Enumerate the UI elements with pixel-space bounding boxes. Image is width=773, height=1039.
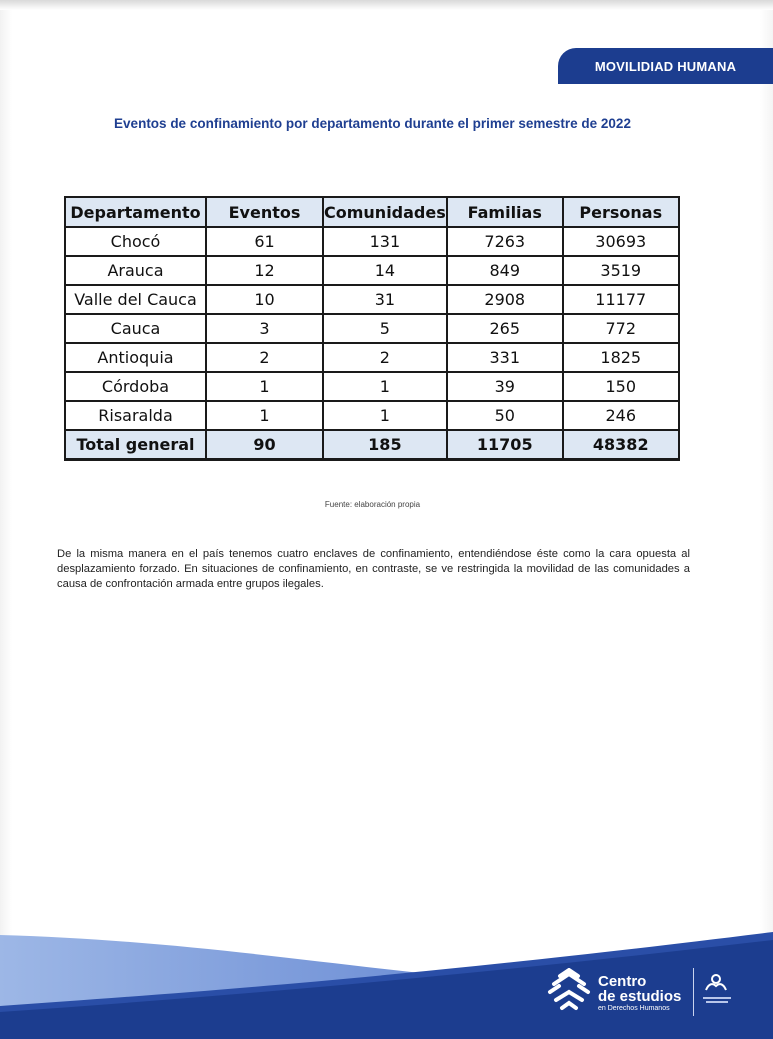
table-cell: 3 (206, 314, 323, 343)
table-cell: 265 (447, 314, 563, 343)
table-row (65, 256, 679, 285)
table-cell: 90 (206, 430, 323, 460)
logo-text-subtitle: en Derechos Humanos (598, 1005, 670, 1012)
table-cell: 2 (323, 343, 447, 372)
table-cell: 2908 (447, 285, 563, 314)
table-cell: 131 (323, 227, 447, 256)
footer-band (0, 920, 773, 1039)
table-cell: 10 (206, 285, 323, 314)
table-cell: 50 (447, 401, 563, 430)
table-cell: 772 (563, 314, 679, 343)
table-cell: Risaralda (65, 401, 206, 430)
partner-logo-icon (703, 972, 729, 994)
body-paragraph: De la misma manera en el país tenemos cuatro enclaves de confinamiento, entendiéndose éste como la cara opuesta al desplazamiento forzado. En situaciones de confinamiento, en contraste, se ve restringida la movilidad de las comunidades a causa de confrontación armada entre grupos ilegales. (57, 548, 690, 590)
table-cell: 2 (206, 343, 323, 372)
cedh-logo-icon (546, 968, 592, 1014)
table-header-row (65, 197, 679, 227)
table-cell: 1825 (563, 343, 679, 372)
partner-logo-wordmark (700, 996, 734, 1006)
table-total-row (65, 430, 679, 460)
table-cell: 48382 (563, 430, 679, 460)
column-header: Comunidades (323, 197, 447, 227)
table-cell: Córdoba (65, 372, 206, 401)
table-row (65, 372, 679, 401)
table-cell: 1 (206, 372, 323, 401)
table-row (65, 314, 679, 343)
table-cell: 1 (323, 401, 447, 430)
table-cell: 30693 (563, 227, 679, 256)
table-cell: Chocó (65, 227, 206, 256)
table-cell: 849 (447, 256, 563, 285)
table-cell: 14 (323, 256, 447, 285)
column-header: Eventos (206, 197, 323, 227)
table-cell: Antioquia (65, 343, 206, 372)
logo-text-de-estudios: de estudios (598, 988, 682, 1005)
table-cell: 39 (447, 372, 563, 401)
table-cell: 5 (323, 314, 447, 343)
page-edge-shadow (0, 0, 773, 10)
table-cell: 246 (563, 401, 679, 430)
table-row (65, 401, 679, 430)
footer-wave-graphic (0, 920, 773, 1039)
table-cell: 150 (563, 372, 679, 401)
table-row (65, 227, 679, 256)
section-tag: MOVILIDIAD HUMANA (558, 48, 773, 84)
table-row (65, 285, 679, 314)
column-header: Personas (563, 197, 679, 227)
table-cell: Cauca (65, 314, 206, 343)
table-cell: Valle del Cauca (65, 285, 206, 314)
table-cell: Total general (65, 430, 206, 460)
table-cell: 12 (206, 256, 323, 285)
table-cell: 11705 (447, 430, 563, 460)
table-cell: 3519 (563, 256, 679, 285)
document-title: Eventos de confinamiento por departamento durante el primer semestre de 2022 (114, 116, 631, 131)
table-row (65, 343, 679, 372)
table-cell: 185 (323, 430, 447, 460)
table-cell: Arauca (65, 256, 206, 285)
table-source-note: Fuente: elaboración propia (324, 500, 421, 509)
table-cell: 61 (206, 227, 323, 256)
table-cell: 1 (206, 401, 323, 430)
column-header: Familias (447, 197, 563, 227)
logo-divider (693, 968, 694, 1016)
table-cell: 331 (447, 343, 563, 372)
confinement-table (64, 196, 680, 461)
table-cell: 1 (323, 372, 447, 401)
column-header: Departamento (65, 197, 206, 227)
table-cell: 11177 (563, 285, 679, 314)
table-cell: 31 (323, 285, 447, 314)
table-cell: 7263 (447, 227, 563, 256)
logo-text-centro: Centro (598, 973, 647, 990)
